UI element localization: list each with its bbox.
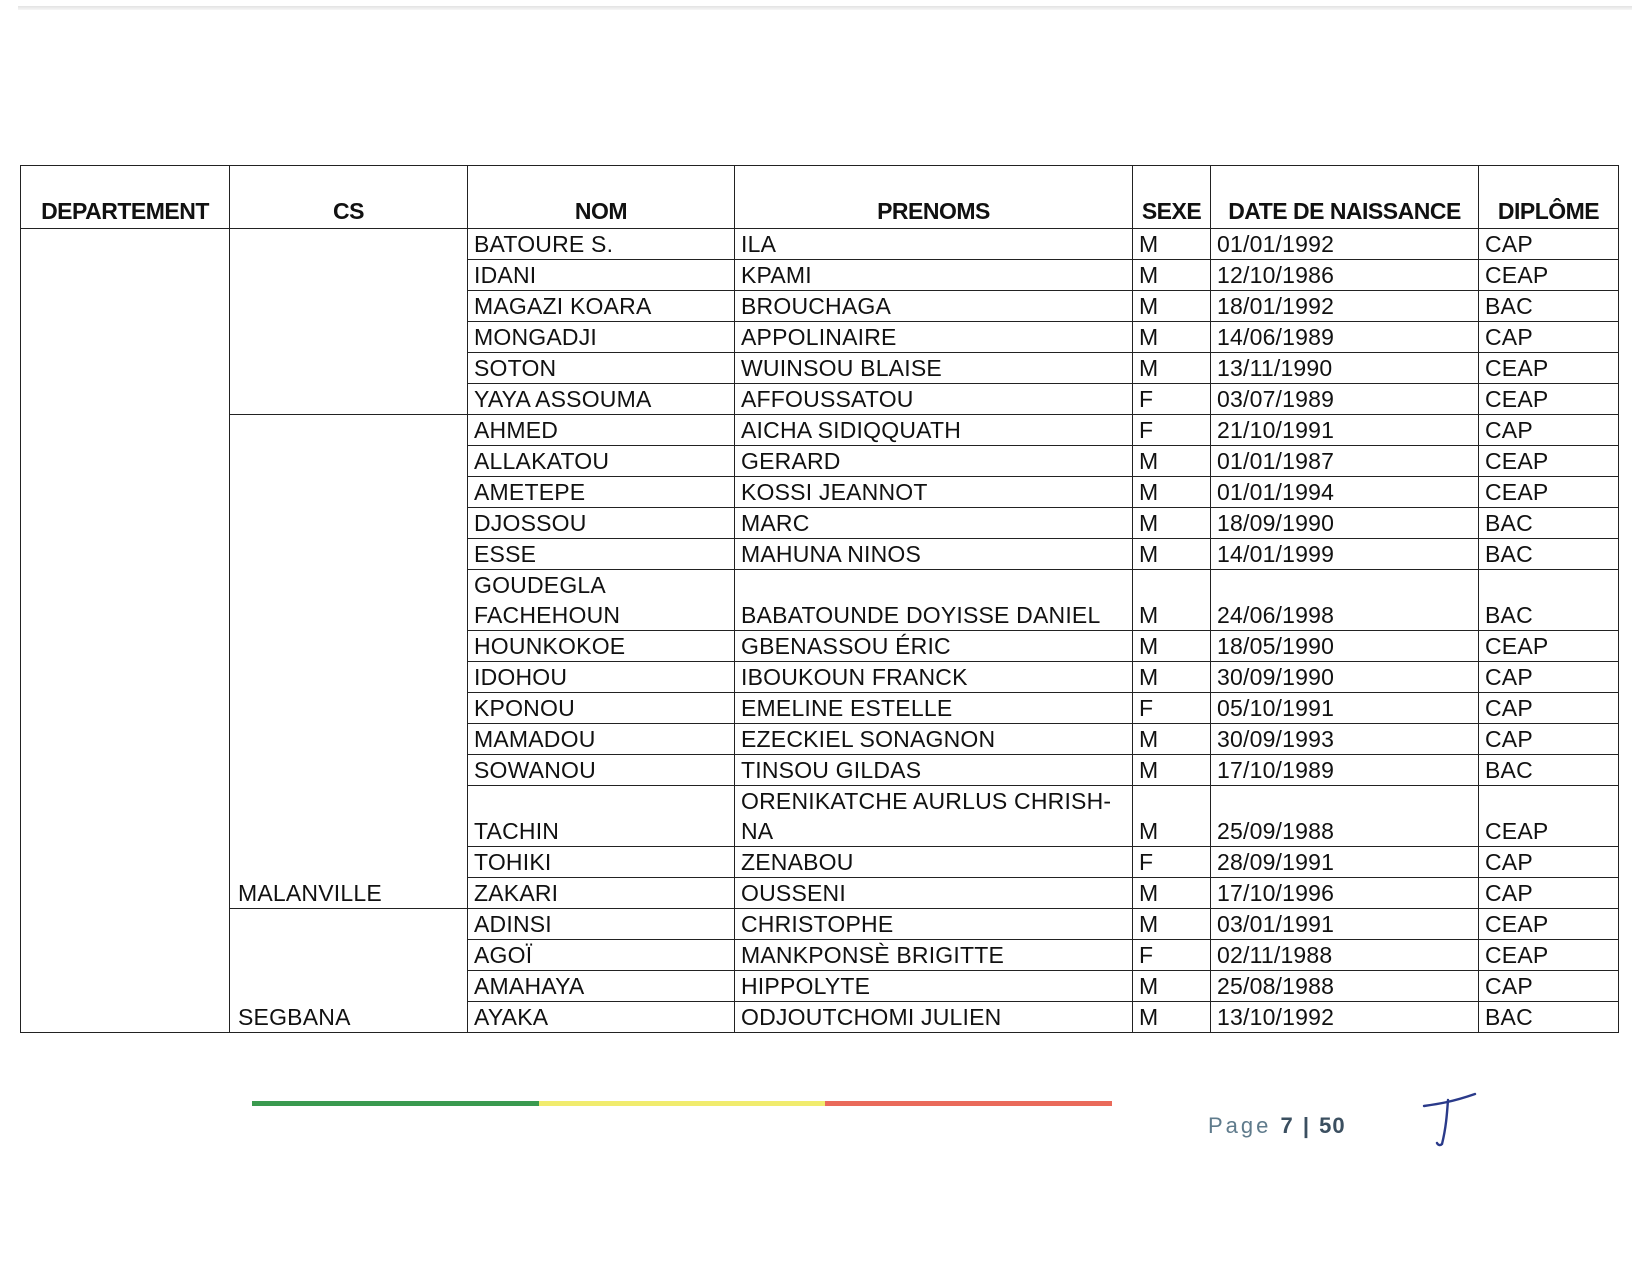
- cell-diplome: CEAP: [1479, 909, 1619, 940]
- page-separator: |: [1302, 1113, 1311, 1138]
- cs-group-cell: SEGBANA: [230, 909, 468, 1033]
- page-current: 7: [1280, 1113, 1294, 1138]
- cell-nom: AMAHAYA: [468, 971, 735, 1002]
- flag-red-segment: [825, 1101, 1112, 1106]
- cell-prenoms: ORENIKATCHE AURLUS CHRISH-NA: [735, 786, 1133, 847]
- cell-date: 03/01/1991: [1211, 909, 1479, 940]
- cell-nom: HOUNKOKOE: [468, 631, 735, 662]
- cell-prenoms: GERARD: [735, 446, 1133, 477]
- cs-group-cell: [230, 229, 468, 415]
- page-number: [1208, 1113, 1346, 1139]
- cell-nom: TACHIN: [468, 786, 735, 847]
- cell-sexe: M: [1133, 786, 1211, 847]
- cell-sexe: M: [1133, 353, 1211, 384]
- cell-date: 13/10/1992: [1211, 1002, 1479, 1033]
- cell-nom: AHMED: [468, 415, 735, 446]
- cell-nom: ZAKARI: [468, 878, 735, 909]
- cell-nom: AMETEPE: [468, 477, 735, 508]
- table-body: [21, 229, 1619, 1033]
- page-total: 50: [1319, 1113, 1346, 1138]
- cell-diplome: BAC: [1479, 1002, 1619, 1033]
- cell-sexe: F: [1133, 384, 1211, 415]
- cell-diplome: CEAP: [1479, 786, 1619, 847]
- cell-sexe: M: [1133, 878, 1211, 909]
- cell-diplome: BAC: [1479, 539, 1619, 570]
- flag-color-bar: [252, 1101, 1112, 1106]
- cell-sexe: F: [1133, 693, 1211, 724]
- cell-nom: MAGAZI KOARA: [468, 291, 735, 322]
- flag-yellow-segment: [539, 1101, 826, 1106]
- cell-nom: ADINSI: [468, 909, 735, 940]
- cell-prenoms: AICHA SIDIQQUATH: [735, 415, 1133, 446]
- cell-sexe: F: [1133, 847, 1211, 878]
- cell-prenoms: HIPPOLYTE: [735, 971, 1133, 1002]
- cell-nom: IDOHOU: [468, 662, 735, 693]
- cell-date: 03/07/1989: [1211, 384, 1479, 415]
- cell-diplome: BAC: [1479, 291, 1619, 322]
- cell-prenoms: TINSOU GILDAS: [735, 755, 1133, 786]
- cell-date: 05/10/1991: [1211, 693, 1479, 724]
- cell-prenoms: IBOUKOUN FRANCK: [735, 662, 1133, 693]
- table-header-row: [21, 166, 1619, 229]
- cell-date: 24/06/1998: [1211, 570, 1479, 631]
- cell-sexe: M: [1133, 229, 1211, 260]
- cell-date: 02/11/1988: [1211, 940, 1479, 971]
- cell-prenoms: GBENASSOU ÉRIC: [735, 631, 1133, 662]
- cell-sexe: M: [1133, 631, 1211, 662]
- cell-nom: ESSE: [468, 539, 735, 570]
- table-row: [21, 415, 1619, 446]
- cell-prenoms: EMELINE ESTELLE: [735, 693, 1133, 724]
- cell-date: 01/01/1987: [1211, 446, 1479, 477]
- cell-date: 13/11/1990: [1211, 353, 1479, 384]
- table-row: [21, 229, 1619, 260]
- cell-nom: DJOSSOU: [468, 508, 735, 539]
- cell-prenoms: KPAMI: [735, 260, 1133, 291]
- cell-date: 14/06/1989: [1211, 322, 1479, 353]
- cell-date: 17/10/1989: [1211, 755, 1479, 786]
- table-row: [21, 909, 1619, 940]
- cell-date: 30/09/1993: [1211, 724, 1479, 755]
- cell-date: 17/10/1996: [1211, 878, 1479, 909]
- cell-nom: AGOÏ: [468, 940, 735, 971]
- cell-diplome: CAP: [1479, 229, 1619, 260]
- cell-sexe: M: [1133, 570, 1211, 631]
- cell-diplome: CEAP: [1479, 260, 1619, 291]
- cell-sexe: M: [1133, 477, 1211, 508]
- cell-diplome: CEAP: [1479, 477, 1619, 508]
- cell-nom: MAMADOU: [468, 724, 735, 755]
- header-nom: NOM: [468, 166, 735, 229]
- cell-nom: SOTON: [468, 353, 735, 384]
- cell-prenoms: KOSSI JEANNOT: [735, 477, 1133, 508]
- cell-sexe: M: [1133, 446, 1211, 477]
- cell-nom: KPONOU: [468, 693, 735, 724]
- cs-group-cell: MALANVILLE: [230, 415, 468, 909]
- cell-prenoms: BROUCHAGA: [735, 291, 1133, 322]
- cell-sexe: M: [1133, 971, 1211, 1002]
- cell-prenoms: EZECKIEL SONAGNON: [735, 724, 1133, 755]
- cell-prenoms: CHRISTOPHE: [735, 909, 1133, 940]
- cell-date: 25/08/1988: [1211, 971, 1479, 1002]
- cell-date: 18/09/1990: [1211, 508, 1479, 539]
- cell-diplome: CEAP: [1479, 631, 1619, 662]
- cell-nom: TOHIKI: [468, 847, 735, 878]
- cell-diplome: CAP: [1479, 693, 1619, 724]
- cell-prenoms: ILA: [735, 229, 1133, 260]
- cell-diplome: CAP: [1479, 724, 1619, 755]
- cell-sexe: M: [1133, 662, 1211, 693]
- scan-top-edge: [18, 6, 1632, 10]
- page-label: Page: [1208, 1113, 1272, 1138]
- cell-prenoms: ZENABOU: [735, 847, 1133, 878]
- cell-nom: IDANI: [468, 260, 735, 291]
- cell-prenoms: MARC: [735, 508, 1133, 539]
- cell-date: 01/01/1994: [1211, 477, 1479, 508]
- cell-sexe: M: [1133, 508, 1211, 539]
- cell-nom: ALLAKATOU: [468, 446, 735, 477]
- candidates-table: [20, 165, 1619, 1033]
- cell-diplome: CEAP: [1479, 353, 1619, 384]
- header-cs: CS: [230, 166, 468, 229]
- cell-diplome: CAP: [1479, 662, 1619, 693]
- cell-diplome: BAC: [1479, 570, 1619, 631]
- cell-date: 30/09/1990: [1211, 662, 1479, 693]
- cell-diplome: CAP: [1479, 322, 1619, 353]
- flag-green-segment: [252, 1101, 539, 1106]
- cell-nom: GOUDEGLA FACHEHOUN: [468, 570, 735, 631]
- cell-diplome: BAC: [1479, 755, 1619, 786]
- header-sexe: SEXE: [1133, 166, 1211, 229]
- header-departement: DEPARTEMENT: [21, 166, 230, 229]
- header-diplome: DIPLÔME: [1479, 166, 1619, 229]
- cell-sexe: M: [1133, 260, 1211, 291]
- departement-cell: [21, 229, 230, 1033]
- cell-sexe: F: [1133, 415, 1211, 446]
- cell-prenoms: ODJOUTCHOMI JULIEN: [735, 1002, 1133, 1033]
- cell-date: 25/09/1988: [1211, 786, 1479, 847]
- cell-date: 14/01/1999: [1211, 539, 1479, 570]
- cell-diplome: CEAP: [1479, 940, 1619, 971]
- cell-sexe: M: [1133, 909, 1211, 940]
- cell-date: 28/09/1991: [1211, 847, 1479, 878]
- cell-diplome: CAP: [1479, 847, 1619, 878]
- cell-prenoms: WUINSOU BLAISE: [735, 353, 1133, 384]
- cell-nom: YAYA ASSOUMA: [468, 384, 735, 415]
- cell-nom: SOWANOU: [468, 755, 735, 786]
- handwritten-initials: [1420, 1090, 1480, 1150]
- header-prenoms: PRENOMS: [735, 166, 1133, 229]
- cell-sexe: M: [1133, 322, 1211, 353]
- cell-sexe: M: [1133, 1002, 1211, 1033]
- cell-date: 21/10/1991: [1211, 415, 1479, 446]
- cell-diplome: BAC: [1479, 508, 1619, 539]
- cell-diplome: CAP: [1479, 971, 1619, 1002]
- cell-nom: MONGADJI: [468, 322, 735, 353]
- header-date-naissance: DATE DE NAISSANCE: [1211, 166, 1479, 229]
- cell-diplome: CEAP: [1479, 446, 1619, 477]
- cell-prenoms: BABATOUNDE DOYISSE DANIEL: [735, 570, 1133, 631]
- cell-nom: AYAKA: [468, 1002, 735, 1033]
- cell-sexe: F: [1133, 940, 1211, 971]
- cell-diplome: CAP: [1479, 415, 1619, 446]
- cell-sexe: M: [1133, 755, 1211, 786]
- cell-date: 01/01/1992: [1211, 229, 1479, 260]
- cell-sexe: M: [1133, 291, 1211, 322]
- cell-diplome: CAP: [1479, 878, 1619, 909]
- cell-prenoms: AFFOUSSATOU: [735, 384, 1133, 415]
- cell-prenoms: APPOLINAIRE: [735, 322, 1133, 353]
- cell-prenoms: OUSSENI: [735, 878, 1133, 909]
- cell-nom: BATOURE S.: [468, 229, 735, 260]
- cell-date: 12/10/1986: [1211, 260, 1479, 291]
- cell-diplome: CEAP: [1479, 384, 1619, 415]
- cell-sexe: M: [1133, 539, 1211, 570]
- cell-prenoms: MANKPONSÈ BRIGITTE: [735, 940, 1133, 971]
- cell-sexe: M: [1133, 724, 1211, 755]
- cell-date: 18/05/1990: [1211, 631, 1479, 662]
- cell-prenoms: MAHUNA NINOS: [735, 539, 1133, 570]
- cell-date: 18/01/1992: [1211, 291, 1479, 322]
